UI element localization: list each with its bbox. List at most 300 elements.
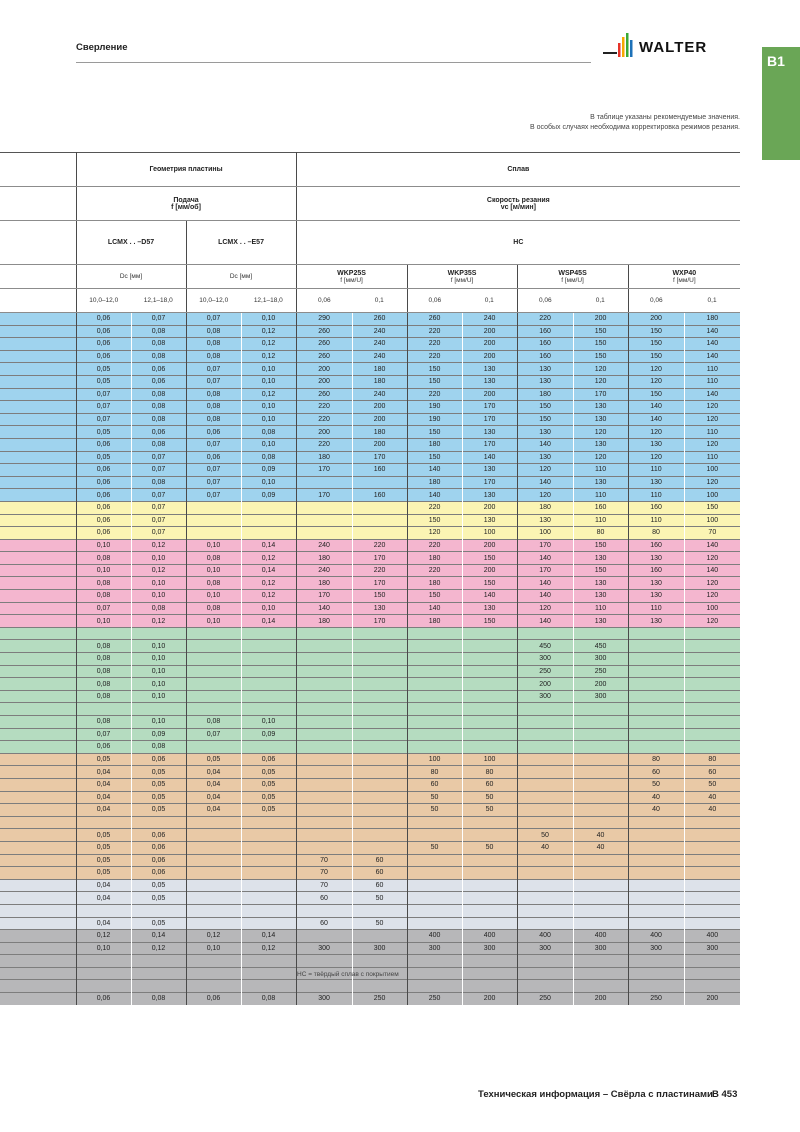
- table-cell: [517, 816, 573, 829]
- table-cell: 140: [684, 539, 740, 552]
- table-cell: 180: [684, 313, 740, 326]
- table-cell: [628, 665, 684, 678]
- logo-bar-blue: [630, 40, 633, 57]
- table-cell: 300: [296, 942, 352, 955]
- table-row: [0, 552, 740, 565]
- table-cell: 130: [573, 590, 628, 603]
- table-cell: [296, 678, 352, 691]
- table-cell: 170: [517, 539, 573, 552]
- table-cell: [628, 653, 684, 666]
- table-cell: 70: [684, 527, 740, 540]
- table-cell: 240: [352, 325, 407, 338]
- table-cell: 150: [407, 426, 462, 439]
- table-cell: [573, 867, 628, 880]
- table-cell: 0,12: [76, 930, 131, 943]
- table-cell: [407, 627, 462, 640]
- table-cell: 60: [407, 778, 462, 791]
- table-cell: [186, 854, 241, 867]
- table-cell: 120: [407, 527, 462, 540]
- material-group-cell: [0, 590, 76, 603]
- table-cell: [517, 753, 573, 766]
- table-cell: [407, 867, 462, 880]
- table-cell: [241, 741, 296, 754]
- table-cell: [573, 980, 628, 993]
- table-row: [0, 338, 740, 351]
- table-cell: 130: [462, 426, 517, 439]
- table-row: [0, 753, 740, 766]
- table-row: [0, 375, 740, 388]
- table-cell: [573, 627, 628, 640]
- table-cell: [628, 904, 684, 917]
- table-cell: 260: [296, 388, 352, 401]
- table-cell: 240: [462, 313, 517, 326]
- table-cell: 0,06: [76, 313, 131, 326]
- table-cell: [76, 955, 131, 968]
- table-cell: 0,08: [76, 678, 131, 691]
- table-cell: [352, 841, 407, 854]
- table-cell: 150: [517, 401, 573, 414]
- table-cell: 200: [462, 539, 517, 552]
- table-cell: 200: [462, 564, 517, 577]
- table-cell: [296, 904, 352, 917]
- table-cell: 110: [684, 426, 740, 439]
- table-cell: 300: [407, 942, 462, 955]
- table-cell: 0,06: [131, 829, 186, 842]
- table-cell: 130: [628, 615, 684, 628]
- table-cell: 0,12: [241, 350, 296, 363]
- feed-value: 0,1: [352, 289, 407, 313]
- speed-unit: vc [м/мин]: [500, 203, 536, 211]
- material-group-cell: [0, 552, 76, 565]
- table-cell: 0,10: [76, 615, 131, 628]
- table-cell: 0,12: [241, 552, 296, 565]
- dc-range: 10,0–12,0: [186, 289, 241, 313]
- table-cell: 160: [628, 501, 684, 514]
- table-cell: 120: [628, 426, 684, 439]
- table-cell: [186, 841, 241, 854]
- table-cell: 170: [296, 590, 352, 603]
- table-cell: [684, 741, 740, 754]
- table-cell: [352, 514, 407, 527]
- table-cell: [684, 627, 740, 640]
- table-cell: 260: [296, 325, 352, 338]
- table-cell: 50: [628, 778, 684, 791]
- table-cell: 400: [628, 930, 684, 943]
- grade-name: WKP25S: [337, 269, 366, 277]
- table-cell: 100: [462, 527, 517, 540]
- table-cell: 180: [407, 552, 462, 565]
- table-cell: 120: [628, 363, 684, 376]
- table-row: [0, 438, 740, 451]
- table-cell: [296, 980, 352, 993]
- table-cell: 140: [684, 325, 740, 338]
- table-cell: [462, 728, 517, 741]
- table-cell: 0,07: [131, 489, 186, 502]
- table-cell: 170: [296, 489, 352, 502]
- table-cell: [131, 703, 186, 716]
- table-cell: 100: [462, 753, 517, 766]
- table-row: [0, 564, 740, 577]
- table-cell: 0,08: [186, 716, 241, 729]
- table-cell: [352, 980, 407, 993]
- table-cell: [296, 791, 352, 804]
- table-cell: 120: [573, 375, 628, 388]
- table-row: [0, 539, 740, 552]
- grade-wkp25s: [296, 265, 407, 289]
- table-cell: [76, 703, 131, 716]
- table-cell: 0,08: [131, 602, 186, 615]
- table-cell: 0,05: [131, 804, 186, 817]
- table-cell: 0,08: [241, 993, 296, 1005]
- table-cell: 0,08: [131, 741, 186, 754]
- table-cell: 0,05: [76, 841, 131, 854]
- dc-range: 12,1–18,0: [131, 289, 186, 313]
- table-cell: 200: [517, 678, 573, 691]
- table-cell: [296, 816, 352, 829]
- table-cell: [573, 917, 628, 930]
- table-cell: [407, 690, 462, 703]
- table-cell: 100: [684, 464, 740, 477]
- table-cell: 140: [517, 590, 573, 603]
- table-cell: [352, 904, 407, 917]
- table-cell: [407, 904, 462, 917]
- table-cell: 260: [296, 338, 352, 351]
- material-group-cell: [0, 438, 76, 451]
- material-group-cell: [0, 426, 76, 439]
- table-cell: 0,05: [76, 426, 131, 439]
- table-cell: 0,07: [186, 438, 241, 451]
- table-cell: 100: [407, 753, 462, 766]
- table-cell: [296, 527, 352, 540]
- table-cell: [407, 716, 462, 729]
- table-cell: 40: [573, 829, 628, 842]
- table-cell: 0,08: [186, 338, 241, 351]
- table-cell: [628, 980, 684, 993]
- table-cell: [628, 892, 684, 905]
- table-cell: 0,08: [131, 476, 186, 489]
- table-cell: 120: [684, 401, 740, 414]
- table-cell: 120: [517, 489, 573, 502]
- table-cell: [684, 716, 740, 729]
- table-cell: 400: [517, 930, 573, 943]
- table-cell: 0,05: [131, 892, 186, 905]
- table-cell: 180: [352, 426, 407, 439]
- table-cell: 0,07: [131, 313, 186, 326]
- table-cell: [76, 627, 131, 640]
- table-cell: [573, 703, 628, 716]
- table-cell: [296, 728, 352, 741]
- table-cell: [462, 892, 517, 905]
- table-cell: 0,07: [186, 363, 241, 376]
- table-cell: 120: [517, 602, 573, 615]
- table-cell: [352, 816, 407, 829]
- table-cell: 0,12: [241, 942, 296, 955]
- material-group-cell: [0, 766, 76, 779]
- table-cell: 130: [573, 438, 628, 451]
- table-cell: 110: [628, 489, 684, 502]
- table-cell: [407, 917, 462, 930]
- material-group-cell: [0, 854, 76, 867]
- table-cell: [407, 816, 462, 829]
- feed-value: 0,06: [517, 289, 573, 313]
- material-group-cell: [0, 741, 76, 754]
- table-cell: 100: [684, 489, 740, 502]
- table-cell: 0,07: [131, 451, 186, 464]
- table-cell: 150: [352, 590, 407, 603]
- material-group-cell: [0, 350, 76, 363]
- table-cell: 140: [517, 552, 573, 565]
- table-cell: [352, 930, 407, 943]
- material-group-cell: [0, 892, 76, 905]
- table-cell: 0,10: [131, 552, 186, 565]
- recommendation-note: [420, 113, 740, 132]
- table-cell: [241, 867, 296, 880]
- table-cell: 0,07: [186, 489, 241, 502]
- table-cell: 130: [462, 514, 517, 527]
- table-cell: 170: [462, 413, 517, 426]
- table-cell: 110: [573, 514, 628, 527]
- table-cell: 0,06: [76, 741, 131, 754]
- table-cell: [296, 741, 352, 754]
- table-cell: [241, 980, 296, 993]
- table-cell: 0,05: [131, 766, 186, 779]
- table-cell: [517, 703, 573, 716]
- table-cell: 0,08: [131, 438, 186, 451]
- table-cell: [241, 501, 296, 514]
- table-cell: [684, 867, 740, 880]
- table-cell: [462, 829, 517, 842]
- sub-header-row: [0, 289, 740, 313]
- table-cell: [517, 967, 573, 980]
- table-cell: 220: [517, 313, 573, 326]
- table-cell: [407, 829, 462, 842]
- table-cell: 200: [573, 313, 628, 326]
- table-cell: 140: [628, 413, 684, 426]
- table-cell: 80: [684, 753, 740, 766]
- table-cell: 130: [517, 363, 573, 376]
- material-group-cell: [0, 501, 76, 514]
- table-cell: [573, 716, 628, 729]
- table-cell: 0,12: [131, 615, 186, 628]
- table-cell: 0,10: [186, 615, 241, 628]
- table-cell: 290: [296, 313, 352, 326]
- table-row: [0, 325, 740, 338]
- table-cell: [517, 917, 573, 930]
- feed-value: 0,1: [684, 289, 740, 313]
- table-cell: 0,10: [241, 413, 296, 426]
- table-cell: [462, 678, 517, 691]
- table-cell: 0,12: [186, 930, 241, 943]
- cutting-data-table: [0, 152, 740, 1005]
- table-cell: 200: [296, 375, 352, 388]
- table-cell: [241, 967, 296, 980]
- table-cell: 200: [684, 993, 740, 1005]
- table-cell: 130: [573, 476, 628, 489]
- table-cell: 0,12: [241, 590, 296, 603]
- table-cell: 70: [296, 867, 352, 880]
- material-group-cell: [0, 464, 76, 477]
- table-row: [0, 816, 740, 829]
- table-row: [0, 489, 740, 502]
- table-cell: 120: [517, 464, 573, 477]
- table-cell: 0,10: [241, 716, 296, 729]
- table-cell: 0,14: [241, 564, 296, 577]
- table-cell: [241, 829, 296, 842]
- table-cell: 0,05: [131, 778, 186, 791]
- table-cell: 60: [462, 778, 517, 791]
- table-cell: 140: [684, 564, 740, 577]
- table-cell: 240: [352, 388, 407, 401]
- material-group-cell: [0, 627, 76, 640]
- table-cell: [296, 930, 352, 943]
- speed-label: Скорость резания: [486, 196, 550, 204]
- table-cell: [684, 892, 740, 905]
- table-cell: 50: [352, 892, 407, 905]
- table-cell: [186, 627, 241, 640]
- table-cell: 180: [407, 577, 462, 590]
- table-cell: [684, 690, 740, 703]
- table-row: [0, 615, 740, 628]
- table-cell: [296, 829, 352, 842]
- table-cell: 0,10: [186, 564, 241, 577]
- table-cell: 300: [573, 690, 628, 703]
- table-cell: [407, 703, 462, 716]
- table-cell: [352, 766, 407, 779]
- table-cell: [296, 501, 352, 514]
- table-cell: 130: [573, 401, 628, 414]
- table-cell: 160: [628, 564, 684, 577]
- table-cell: [628, 867, 684, 880]
- table-cell: [517, 766, 573, 779]
- table-cell: 0,10: [241, 476, 296, 489]
- table-cell: 300: [573, 942, 628, 955]
- table-cell: 120: [628, 451, 684, 464]
- table-cell: [684, 980, 740, 993]
- table-cell: 120: [573, 451, 628, 464]
- table-cell: 150: [573, 564, 628, 577]
- table-cell: 220: [407, 388, 462, 401]
- table-cell: 220: [407, 350, 462, 363]
- table-cell: 220: [407, 564, 462, 577]
- table-cell: 120: [684, 413, 740, 426]
- table-cell: [186, 501, 241, 514]
- table-cell: 0,12: [131, 539, 186, 552]
- grade-unit: f [мм/U]: [340, 276, 363, 284]
- table-cell: 0,09: [241, 489, 296, 502]
- table-row: [0, 980, 740, 993]
- table-cell: 150: [628, 388, 684, 401]
- table-cell: [186, 665, 241, 678]
- table-cell: 0,10: [131, 716, 186, 729]
- table-cell: [462, 665, 517, 678]
- material-group-cell: [0, 514, 76, 527]
- table-cell: 50: [462, 791, 517, 804]
- table-cell: 0,10: [186, 942, 241, 955]
- material-group-cell: [0, 816, 76, 829]
- table-cell: [517, 879, 573, 892]
- table-cell: 250: [573, 665, 628, 678]
- dc-range: 10,0–12,0: [76, 289, 131, 313]
- table-cell: 50: [407, 804, 462, 817]
- table-cell: [573, 766, 628, 779]
- table-cell: 0,04: [76, 778, 131, 791]
- table-cell: [573, 791, 628, 804]
- feed-value: 0,06: [296, 289, 352, 313]
- table-cell: 110: [628, 602, 684, 615]
- table-cell: [186, 527, 241, 540]
- table-cell: [684, 678, 740, 691]
- table-cell: 170: [296, 464, 352, 477]
- table-cell: 0,10: [131, 640, 186, 653]
- table-cell: [352, 791, 407, 804]
- table-row: [0, 363, 740, 376]
- table-cell: [462, 917, 517, 930]
- material-group-cell: [0, 791, 76, 804]
- material-group-cell: [0, 716, 76, 729]
- table-cell: [352, 665, 407, 678]
- table-cell: 130: [462, 489, 517, 502]
- table-cell: 180: [517, 501, 573, 514]
- table-row: [0, 464, 740, 477]
- table-cell: [407, 955, 462, 968]
- table-cell: 110: [628, 464, 684, 477]
- table-cell: 60: [352, 867, 407, 880]
- table-cell: 0,08: [186, 350, 241, 363]
- material-group-cell: [0, 753, 76, 766]
- table-cell: 0,05: [76, 451, 131, 464]
- grade-wsp45s: [517, 265, 628, 289]
- table-cell: 0,07: [76, 401, 131, 414]
- table-row: [0, 678, 740, 691]
- table-cell: [573, 892, 628, 905]
- table-cell: 170: [352, 451, 407, 464]
- table-cell: [296, 804, 352, 817]
- table-cell: [628, 967, 684, 980]
- material-group-cell: [0, 804, 76, 817]
- table-cell: [352, 753, 407, 766]
- table-cell: [76, 967, 131, 980]
- table-cell: 160: [573, 501, 628, 514]
- table-cell: [407, 741, 462, 754]
- table-cell: 150: [407, 514, 462, 527]
- material-group-cell: [0, 539, 76, 552]
- table-cell: [573, 728, 628, 741]
- table-cell: [241, 678, 296, 691]
- table-cell: 50: [352, 917, 407, 930]
- table-cell: 110: [684, 363, 740, 376]
- table-cell: 260: [296, 350, 352, 363]
- table-row: [0, 904, 740, 917]
- table-cell: 140: [517, 438, 573, 451]
- table-cell: 0,12: [241, 325, 296, 338]
- table-cell: [352, 627, 407, 640]
- table-cell: 220: [296, 413, 352, 426]
- legend: HC = твёрдый сплав с покрытием: [297, 971, 399, 978]
- table-row: [0, 867, 740, 880]
- material-group-cell: [0, 867, 76, 880]
- material-group-cell: [0, 640, 76, 653]
- table-cell: 180: [517, 388, 573, 401]
- table-cell: 200: [573, 678, 628, 691]
- table-cell: [186, 917, 241, 930]
- table-cell: [684, 665, 740, 678]
- table-row: [0, 401, 740, 414]
- table-cell: 150: [628, 325, 684, 338]
- table-row: [0, 841, 740, 854]
- table-cell: [186, 892, 241, 905]
- table-cell: 0,07: [76, 388, 131, 401]
- table-cell: 0,08: [131, 350, 186, 363]
